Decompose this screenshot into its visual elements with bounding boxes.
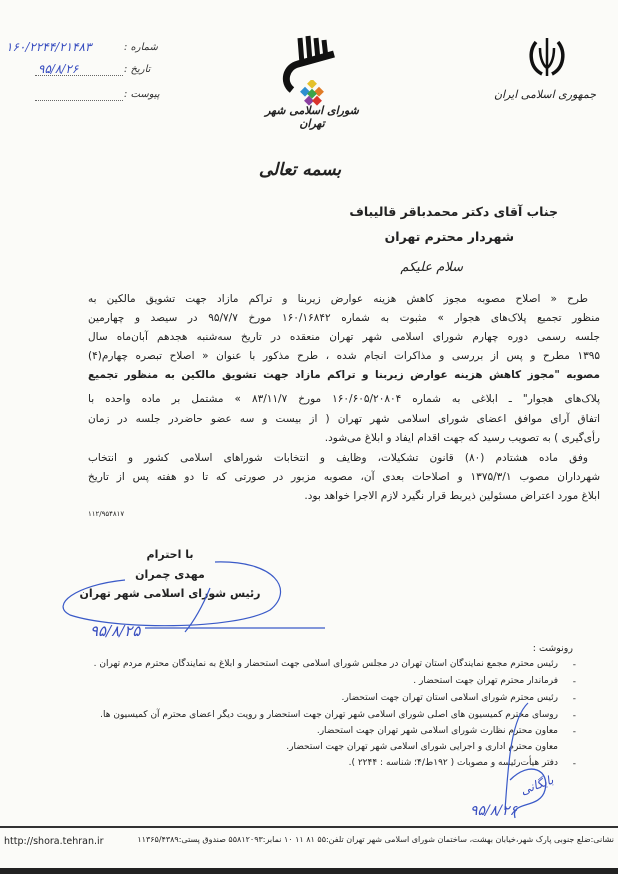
country-name: جمهوری اسلامی ایران	[493, 88, 597, 101]
invocation: بسمه تعالی	[258, 160, 342, 180]
addressee-name: جناب آقای دکتر محمدباقر قالیباف	[349, 204, 558, 219]
archive-date: ۹۵/۸/۲۶	[470, 803, 518, 819]
greeting: سلام علیکم	[400, 260, 463, 275]
cc-item: روسای محترم کمیسیون های اصلی شورای اسلامی شهر تهران جهت استحضار و رویت دیگر اعضای محترم آن کمیسیون ها.	[100, 710, 558, 720]
signer-title: رئیس شورای اسلامی شهر تهران	[79, 587, 261, 600]
cc-item: رئیس محترم مجمع نمایندگان استان تهران در مجلس شورای اسلامی جهت استحضار و ابلاغ به نمایندگان محترم مردم تهران .	[93, 659, 558, 669]
footer-url[interactable]: http://shora.tehran.ir	[4, 836, 104, 847]
closing: با احترام	[146, 548, 194, 561]
body-line: وفق ماده هشتادم (۸۰) قانون تشکیلات، وظایف و انتخابات شوراهای اسلامی کشور و انتخاب	[88, 452, 588, 464]
letter-date-label: تاریخ :	[124, 64, 151, 75]
reference-code: ۱۱۲/۹۵۴۸۱۷	[88, 510, 125, 518]
signature-date: ۹۵/۸/۲۵	[90, 622, 141, 640]
cc-label: رونوشت :	[532, 643, 573, 654]
body-line: جلسه رسمی دوره چهارم شورای اسلامی شهر تهران منعقده در تاریخ سه‌شنبه هجدهم آبان‌ماه سال	[88, 331, 600, 343]
cc-item: رئیس محترم شورای اسلامی استان تهران جهت استحضار.	[341, 693, 558, 703]
cc-item: معاون محترم نظارت شورای اسلامی شهر تهران جهت استحضار.	[316, 726, 558, 736]
signer-name: مهدی چمران	[135, 568, 205, 581]
archive-note-mark	[470, 700, 570, 820]
body-line: مصوبه "مجوز کاهش هزینه عوارض زیربنا و تراکم مازاد جهت تشویق مالکین به منظور تجمیع	[88, 369, 600, 381]
council-name: شورای اسلامی شهر تهران	[265, 104, 359, 130]
letter-date-value: ۹۵/۸/۲۶	[38, 62, 79, 76]
body-line: طرح « اصلاح مصوبه مجوز کاهش هزینه عوارض زیربنا و تراکم مازاد جهت تشویق مالکین به	[88, 293, 588, 305]
letter-number-label: شماره :	[124, 42, 158, 53]
iran-emblem-icon	[526, 34, 568, 84]
attachment-label: پیوست :	[124, 89, 160, 100]
body-line: منظور تجمیع پلاک‌های هجوار » مثبوت به شماره ۱۶۰/۱۶۸۴۲ مورخ ۹۵/۷/۷ در سیصد و چهارمین	[88, 312, 600, 324]
cc-item: معاون محترم اداری و اجرایی شورای اسلامی شهر تهران جهت استحضار.	[286, 742, 558, 752]
body-line: پلاک‌های هجوار" ـ ابلاغی به شماره ۱۶۰/۶۰۵/۲۰۸۰۴ مورخ ۸۳/۱۱/۷ » مشتمل بر ماده واحده با	[88, 393, 600, 405]
footer-address: نشانی:ضلع جنوبی پارک شهر،خیابان بهشت، ساختمان شورای اسلامی شهر تهران تلفن:۵۵ ۸۱ ۱۱ ۱۰ نمابر:۵۵۸۱۲۰۹۳ صندوق پستی:۱۱۳۶۵/۴۳۸۹	[137, 835, 614, 844]
archive-note: بایگانی	[518, 772, 556, 798]
addressee-title: شهردار محترم تهران	[384, 229, 514, 244]
body-line: ابلاغ مورد اعتراض مسئولین ذیربط قرار نگیرد لازم الاجرا خواهد بود.	[304, 490, 600, 502]
body-line: اتفاق آرای موافق اعضای شورای اسلامی شهر تهران ( از بیست و سه عضو حاضردر جلسه در زمان	[88, 413, 600, 425]
cc-item: دفتر هیأت‌رئیسه و مصوبات ( ۱۹۲ط/۴؛ شناسه : ۲۲۴۴ ).	[348, 758, 558, 768]
body-line: رأی‌گیری ) به تصویب رسید که جهت اقدام ایفاد و ابلاغ می‌شود.	[324, 432, 600, 444]
body-line: ۱۳۹۵ مطرح و پس از بررسی و مذاکرات انجام شده ، طرح مذکور با عنوان « اصلاح تبصره چهارم(۴)	[88, 350, 600, 362]
letter-number-value: ۱۶۰/۲۲۴۴/۲۱۴۸۳	[6, 40, 92, 54]
cc-item: فرماندار محترم تهران جهت استحضار .	[413, 676, 558, 686]
footer-divider	[0, 826, 618, 828]
body-line: شهرداران مصوب ۱۳۷۵/۳/۱ و اصلاحات بعدی آن، مصوبه مزبور در صورتی که تا دو هفته پس از تاریخ	[88, 471, 601, 483]
